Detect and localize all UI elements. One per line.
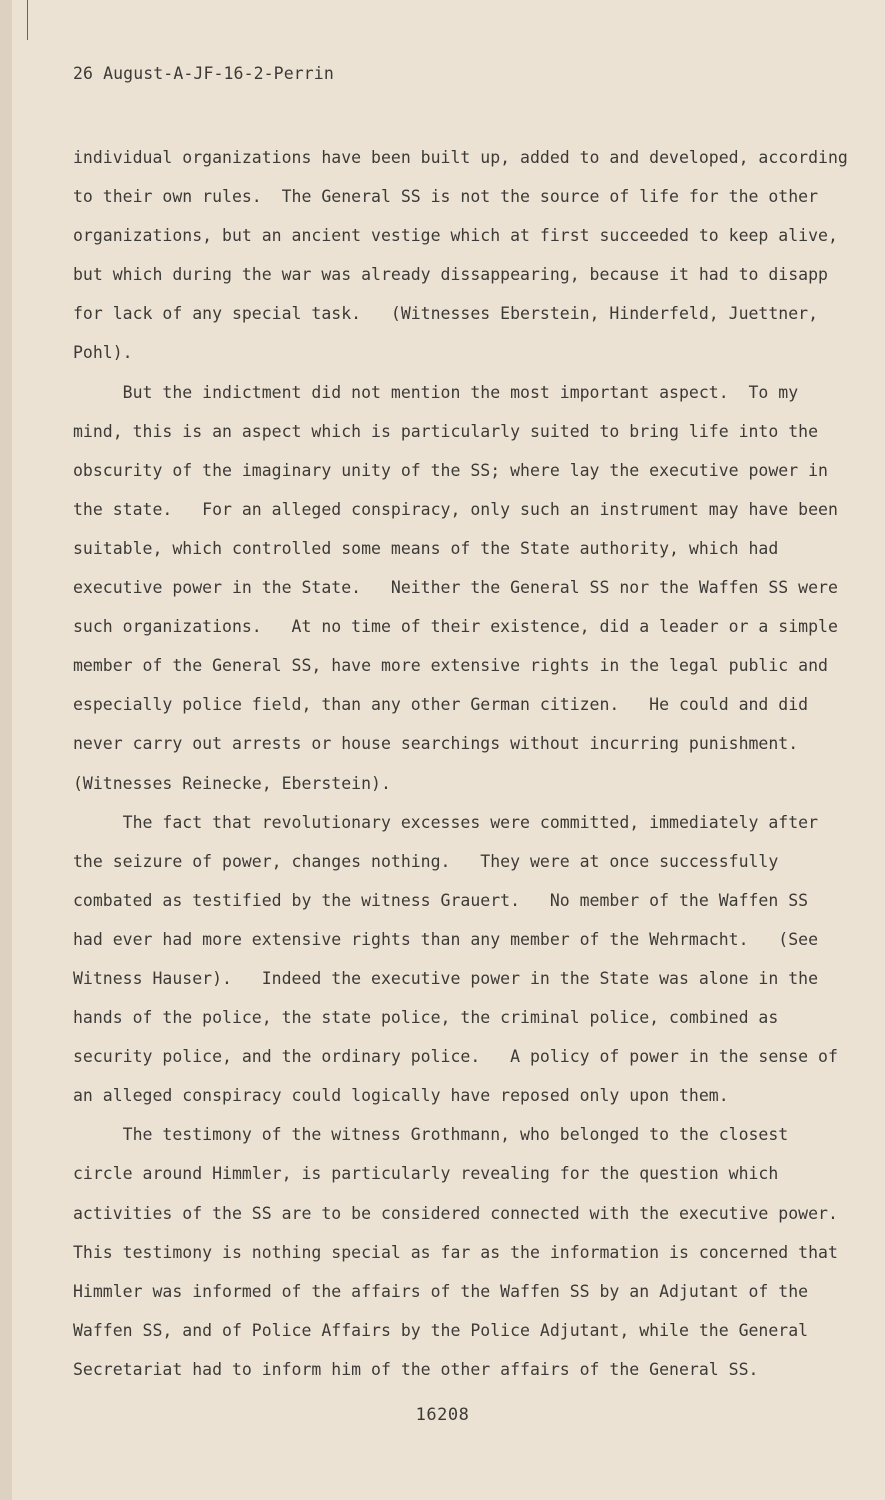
text-line: but which during the war was already dissappearing, because it had to disapp <box>73 265 828 285</box>
text-line: The fact that revolutionary excesses were committed, immediately after <box>73 812 819 832</box>
text-line: the seizure of power, changes nothing. They were at once successfully <box>73 851 779 871</box>
text-line: organizations, but an ancient vestige which at first succeeded to keep alive, <box>73 226 838 246</box>
text-line: Secretariat had to inform him of the other affairs of the General SS. <box>73 1359 759 1379</box>
page-header: 26 August-A-JF-16-2-Perrin <box>73 64 334 83</box>
text-line: had ever had more extensive rights than any member of the Wehrmacht. (See <box>73 929 819 949</box>
text-line: suitable, which controlled some means of the State authority, which had <box>73 538 779 558</box>
text-line: This testimony is nothing special as far as the information is concerned that <box>73 1242 838 1262</box>
text-line: Waffen SS, and of Police Affairs by the Police Adjutant, while the General <box>73 1320 809 1340</box>
text-line: an alleged conspiracy could logically have reposed only upon them. <box>73 1086 729 1106</box>
text-line: executive power in the State. Neither the General SS nor the Waffen SS were <box>73 578 838 598</box>
text-line: to their own rules. The General SS is not the source of life for the other <box>73 187 819 207</box>
page-number: 16208 <box>415 1405 470 1425</box>
text-line: combated as testified by the witness Grauert. No member of the Waffen SS <box>73 890 809 910</box>
page-fold-mark <box>27 0 28 40</box>
text-line: Himmler was informed of the affairs of the Waffen SS by an Adjutant of the <box>73 1281 809 1301</box>
text-line: the state. For an alleged conspiracy, only such an instrument may have been <box>73 499 838 519</box>
body-text <box>73 145 853 1396</box>
text-line: activities of the SS are to be considered connected with the executive power. <box>73 1203 838 1223</box>
text-line: individual organizations have been built up, added to and developed, according <box>73 148 848 167</box>
text-line: member of the General SS, have more extensive rights in the legal public and <box>73 656 828 676</box>
text-line: obscurity of the imaginary unity of the SS; where lay the executive power in <box>73 460 828 480</box>
text-line: especially police field, than any other German citizen. He could and did <box>73 695 809 715</box>
text-line: Witness Hauser). Indeed the executive power in the State was alone in the <box>73 968 819 988</box>
text-line: security police, and the ordinary police. A policy of power in the sense of <box>73 1047 838 1067</box>
text-line: But the indictment did not mention the most important aspect. To my <box>73 382 799 402</box>
text-line: Pohl). <box>73 343 133 363</box>
text-line: (Witnesses Reinecke, Eberstein). <box>73 773 391 793</box>
text-line: mind, this is an aspect which is particularly suited to bring life into the <box>73 421 819 441</box>
text-line: never carry out arrests or house searchings without incurring punishment. <box>73 734 799 754</box>
page-binding-edge <box>0 0 12 1500</box>
text-line: hands of the police, the state police, the criminal police, combined as <box>73 1008 779 1028</box>
text-line: such organizations. At no time of their existence, did a leader or a simple <box>73 617 838 637</box>
text-line: for lack of any special task. (Witnesses Eberstein, Hinderfeld, Juettner, <box>73 304 819 324</box>
text-line: The testimony of the witness Grothmann, who belonged to the closest <box>73 1125 789 1145</box>
text-line: circle around Himmler, is particularly revealing for the question which <box>73 1164 779 1184</box>
